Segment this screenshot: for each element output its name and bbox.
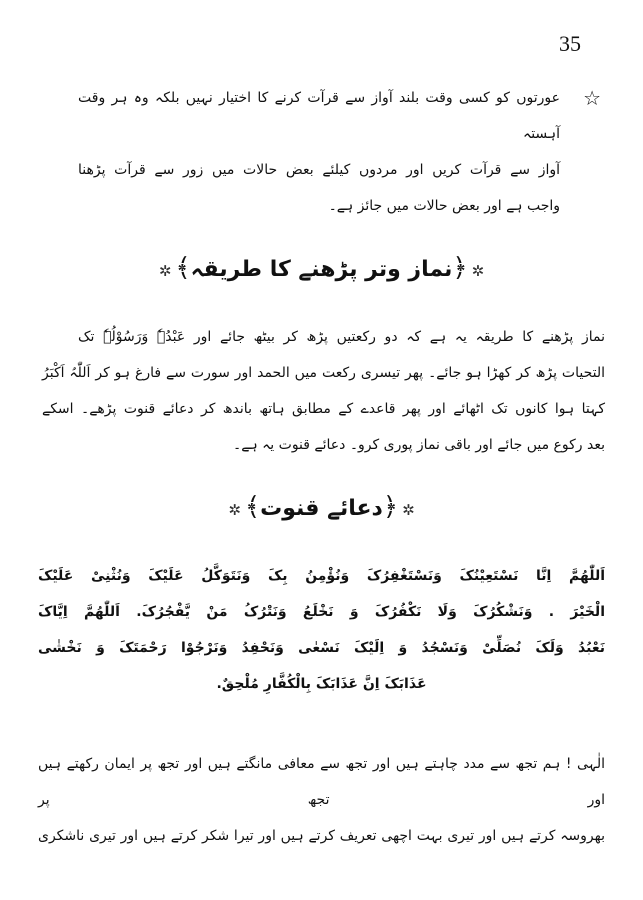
method-block [38,319,605,463]
note-block [38,80,605,224]
heading-text: نماز وتر پڑھنے کا طریقہ [190,257,453,282]
note-line: عورتوں کو کسی وقت بلند آواز سے قرآت کرنے کا اختیار نہیں بلکہ وہ ہر وقت آہستہ [78,90,560,142]
translation-line: الٰہی ! ہم تجھ سے مدد چاہتے ہیں اور تجھ سے معافی مانگتے ہیں اور تجھ پر ایمان رکھتے ہیں اور تجھ پر [38,756,605,808]
spacer [38,706,605,746]
flower-ornament-icon: ✲ [402,501,415,519]
ornate-bracket: ﴾ [175,253,191,283]
note-line: آواز سے قرآت کریں اور مردوں کیلئے بعض حالات میں زور سے قرآت پڑھنا [78,162,560,178]
dua-line: نَعْبُدُ وَلَکَ نُصَلِّیْ وَنَسْجُدُ وَ اِلَیْکَ نَسْعٰی وَنَحْفِدُ وَنَرْجُوْا رَحْمَتَکَ وَ نَخْشٰی [38,640,605,656]
ornate-bracket: ﴿ [382,492,399,522]
flower-ornament-icon: ✲ [158,262,172,280]
heading-text: دعائے قنوت [260,496,383,521]
note-line: واجب ہے اور بعض حالات میں جائز ہے۔ [328,198,560,214]
translation-line: بھروسہ کرتے ہیں اور تیری بہت اچھی تعریف کرتے ہیں اور تیرا شکر کرتے ہیں اور تیری ناشکری [38,828,605,844]
section-heading-qunoot [38,487,605,530]
method-line: التحیات پڑھ کر کھڑا ہو جائے۔ پھر تیسری رکعت میں الحمد اور سورت سے فارغ ہو کر اَللّٰہُ اَکْبَرُ [42,365,605,381]
flower-ornament-icon: ✲ [471,262,485,280]
translation-block [38,746,605,854]
dua-line: اَللّٰھُمَّ اِنَّا نَسْتَعِیْنُکَ وَنَسْتَغْفِرُکَ وَنُؤْمِنُ بِکَ وَنَتَوَکَّلُ عَلَیْکَ وَنُثْنِیْ عَلَیْکَ [38,568,605,584]
ornate-bracket: ﴾ [244,492,261,522]
flower-ornament-icon: ✲ [228,501,241,519]
dua-line: عَذَابَکَ اِنَّ عَذَابَکَ بِالْکُفَّارِ مُلْحِقٌ. [216,676,427,692]
dua-block [38,558,605,702]
dua-line: الْخَیْرَ . وَنَشْکُرُکَ وَلَا نَکْفُرُکَ وَ نَخْلَعُ وَنَتْرُکُ مَنْ یَّفْجُرُکَ. اَللّٰھُمَّ اِیَّاکَ [38,604,605,620]
star-bullet-icon: ☆ [583,86,601,110]
method-line: کہتا ہوا کانوں تک اٹھائے اور پھر قاعدے کے مطابق ہاتھ باندھ کر دعائے قنوت پڑھے۔ اسکے [42,401,605,417]
page-number: 35 [559,31,581,56]
method-line: بعد رکوع میں جائے اور باقی نماز پوری کرو۔ دعائے قنوت یہ ہے۔ [233,437,605,453]
method-line: نماز پڑھنے کا طریقہ یہ ہے کہ دو رکعتیں پڑھ کر بیٹھ جائے اور عَبْدُہٗ وَرَسُوْلُہٗ تک [78,329,605,345]
section-heading-witr [38,248,605,291]
ornate-bracket: ﴿ [452,253,468,283]
